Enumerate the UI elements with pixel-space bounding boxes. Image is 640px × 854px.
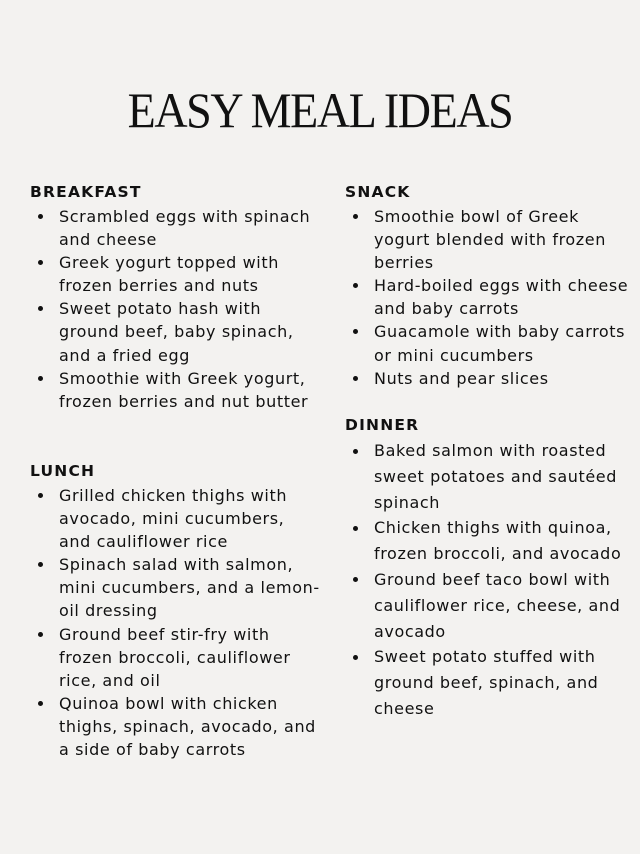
list-item: Scrambled eggs with spinach and cheese [30, 205, 320, 251]
list-item: Ground beef taco bowl with cauliflower rice, cheese, and avocado [345, 567, 635, 644]
snack-section [345, 181, 635, 390]
list-item: Smoothie bowl of Greek yogurt blended with frozen berries [345, 205, 635, 274]
dinner-heading: DINNER [345, 416, 420, 434]
list-item: Nuts and pear slices [345, 367, 635, 390]
list-item: Grilled chicken thighs with avocado, mini cucumbers, and cauliflower rice [30, 484, 320, 553]
page-title: EASY MEAL IDEAS [127, 82, 513, 138]
list-item: Quinoa bowl with chicken thighs, spinach, avocado, and a side of baby carrots [30, 692, 320, 761]
list-item: Spinach salad with salmon, mini cucumbers, and a lemon-oil dressing [30, 553, 320, 622]
list-item: Chicken thighs with quinoa, frozen broccoli, and avocado [345, 515, 635, 567]
breakfast-list [30, 205, 320, 413]
lunch-section [30, 460, 320, 761]
list-item: Baked salmon with roasted sweet potatoes and sautéed spinach [345, 438, 635, 515]
breakfast-section [30, 181, 320, 413]
list-item: Ground beef stir-fry with frozen broccoli, cauliflower rice, and oil [30, 623, 320, 692]
lunch-list [30, 484, 320, 761]
dinner-list [345, 438, 635, 722]
list-item: Sweet potato stuffed with ground beef, spinach, and cheese [345, 644, 635, 721]
breakfast-heading: BREAKFAST [30, 183, 142, 201]
snack-list [345, 205, 635, 390]
list-item: Guacamole with baby carrots or mini cucumbers [345, 320, 635, 366]
list-item: Smoothie with Greek yogurt, frozen berries and nut butter [30, 367, 320, 413]
list-item: Hard-boiled eggs with cheese and baby carrots [345, 274, 635, 320]
list-item: Sweet potato hash with ground beef, baby spinach, and a fried egg [30, 297, 320, 366]
lunch-heading: LUNCH [30, 462, 96, 480]
list-item: Greek yogurt topped with frozen berries and nuts [30, 251, 320, 297]
snack-heading: SNACK [345, 183, 411, 201]
dinner-section [345, 414, 635, 722]
